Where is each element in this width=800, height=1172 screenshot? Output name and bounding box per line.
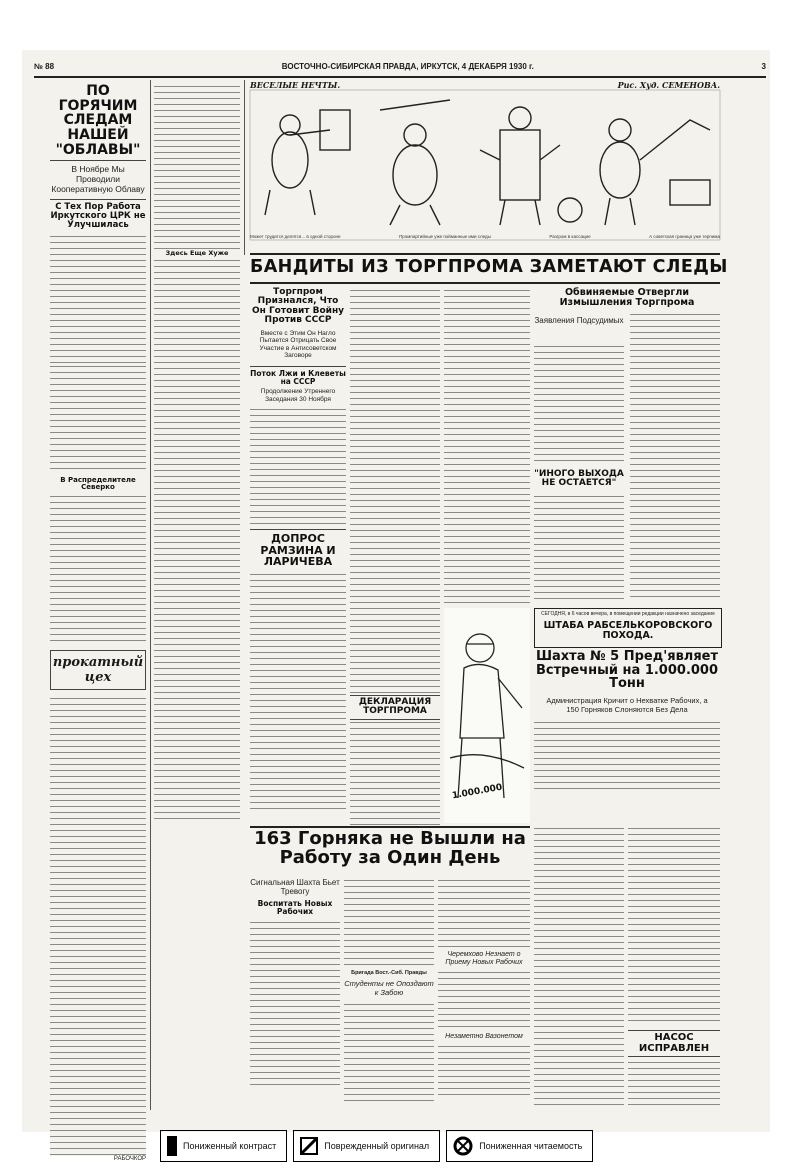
cartoon-artist: Рис. Худ. СЕМЕНОВА. [617, 80, 720, 90]
torgprom-body [250, 407, 346, 525]
left-body-1 [50, 234, 146, 364]
left-headline: ПО ГОРЯЧИМ СЛЕДАМ НАШЕЙ "ОБЛАВЫ" [50, 84, 146, 161]
left-column [50, 83, 146, 1163]
masthead: ВОСТОЧНО-СИБИРСКАЯ ПРАВДА, ИРКУТСК, 4 ДЕКАБРЯ 1930 г. [281, 62, 534, 71]
torgprom-headline: Торгпром Признался, Что Он Готовит Войну Против СССР [251, 287, 345, 326]
brigade-signature: Бригада Вост.-Сиб. Правды [351, 970, 427, 976]
signal-body [250, 920, 340, 1090]
declaration-box [350, 695, 440, 720]
mine-continued-body [534, 826, 624, 1106]
cheremkhovo-top-body [438, 878, 530, 948]
interrogation-headline: ДОПРОС РАМЗИНА И ЛАРИЧЕВА [250, 529, 346, 568]
damaged-original-icon [300, 1137, 318, 1155]
section-worse-here: Здесь Еще Хуже [154, 250, 240, 257]
students-body [344, 1002, 434, 1102]
legend-low-contrast-label: Пониженный контраст [183, 1141, 277, 1151]
legend-low-contrast [160, 1130, 287, 1162]
column-body-students-top [344, 878, 434, 970]
accused-story [534, 288, 720, 608]
mine-subhead: Администрация Кричит о Нехватке Рабочих, а 150 Горняков Слоняются Без Дела [546, 695, 708, 714]
signal-headline: Сигнальная Шахта Бьет Тревогу [250, 878, 340, 897]
column-4-body [350, 288, 440, 828]
mine-figure-number: 1.000.000 [451, 782, 504, 802]
column-5-body [444, 288, 530, 603]
accused-headline: Обвиняемые Отвергли Измышления Торгпрома [559, 287, 695, 308]
cartoon-panel-3 [480, 107, 582, 225]
interrogation-body [250, 572, 346, 812]
cartoon-panel-1 [265, 110, 350, 215]
cartoon-caption-2: Промпартийные уже пойманные ими следы [399, 234, 491, 239]
cartoon-caption-1: Может трудится делятся... в одной стороне [250, 234, 341, 239]
mine-illustration [444, 608, 530, 823]
left-body-3 [50, 494, 146, 644]
campaign-lead: СЕГОДНЯ, в 6 часов вечера, в помещении редакции назначено заседание [541, 611, 715, 617]
banner-rule-top [250, 253, 720, 255]
left-section-distributor: В Распределителе Северко [60, 475, 136, 491]
left-body-2 [50, 364, 146, 474]
pump-story [628, 1030, 720, 1110]
left-body-4 [50, 696, 146, 1156]
legend-low-readability-label: Пониженная читаемость [479, 1141, 583, 1151]
cartoon-captions [250, 234, 720, 250]
cartoon-drawing [250, 90, 720, 240]
declaration-headline: ДЕКЛАРАЦИЯ ТОРГПРОМА [350, 695, 440, 720]
rubric-prokatny-ceh: прокатный цех [50, 650, 146, 690]
page-header [34, 62, 766, 74]
students-story [344, 878, 434, 1108]
mine-headline: Шахта № 5 Пред'являет Встречный на 1.000.000 Тонн [535, 649, 719, 692]
column-rule [150, 80, 151, 1110]
cheremkhovo-headline: Черемхово Незнает о Приему Новых Рабочих [445, 951, 523, 967]
right-lower-body [628, 826, 720, 1026]
cheremkhovo-body [438, 970, 530, 1030]
no-exit-headline: "ИНОГО ВЫХОДА НЕ ОСТАЕТСЯ" [534, 469, 624, 489]
column-rule [244, 80, 245, 255]
accused-body-1 [534, 344, 624, 464]
campaign-headline: ШТАБА РАБСЕЛЬКОРОВСКОГО ПОХОДА. [543, 619, 713, 641]
lies-headline: Поток Лжи и Клеветы на СССР [250, 366, 346, 386]
left-subhead-1: В Ноябре Мы Проводили Кооперативную Облаву [51, 164, 145, 194]
scan-legend [160, 1128, 599, 1164]
cartoon-title: ВЕСЕЛЫЕ НЕЧТЫ. [250, 80, 341, 90]
left-signature: РАБОЧКОР [113, 1156, 146, 1163]
left-subhead-2: С Тех Пор Работа Иркутского ЦРК не Улучшилась [50, 199, 146, 230]
mine-body [534, 720, 720, 790]
main-banner: БАНДИТЫ ИЗ ТОРГПРОМА ЗАМЕТАЮТ СЛЕДЫ [250, 257, 728, 277]
accused-subhead: Заявления Подсудимых [534, 315, 624, 325]
unnoticed-headline: Незаметно Вазонетом [445, 1033, 523, 1041]
legend-damaged-label: Поврежденный оригинал [324, 1141, 430, 1151]
accused-body-3 [630, 312, 720, 602]
signal-mine-story [250, 878, 340, 1108]
cheremkhovo-story [438, 878, 530, 1108]
header-rule [34, 76, 766, 78]
cartoon-panel-2 [380, 100, 450, 225]
page-number-right: 3 [761, 62, 766, 71]
campaign-box [534, 608, 722, 648]
cartoon-block [250, 80, 720, 250]
pump-body [628, 1060, 720, 1110]
raise-new-headline: Воспитать Новых Рабочих [257, 899, 333, 917]
legend-low-readability [446, 1130, 593, 1162]
mine-story [534, 650, 720, 820]
accused-body-2 [534, 494, 624, 602]
banner-rule-bottom [250, 282, 720, 284]
cartoon-caption-4: А советская граница уже терпима [649, 234, 720, 239]
lies-subhead: Продолжение Утреннего Заседания 30 Ноября [260, 388, 336, 403]
column-2-body [154, 84, 240, 824]
miners-banner: 163 Горняка не Вышли на Работу за Один День [254, 828, 526, 868]
cartoon-panel-4 [600, 119, 710, 225]
cartoon-caption-3: Разгром в кассацие [549, 234, 591, 239]
low-readability-icon [453, 1136, 473, 1156]
page-number-left: № 88 [34, 62, 55, 71]
torgprom-subhead: Вместе с Этим Он Нагло Пытается Отрицать Свое Участие в Антисоветском Заговоре [259, 329, 337, 360]
unnoticed-body [438, 1044, 530, 1096]
pump-headline: НАСОС ИСПРАВЛЕН [628, 1030, 720, 1057]
torgprom-story [250, 288, 346, 828]
low-contrast-icon [167, 1136, 177, 1156]
students-headline: Студенты не Опоздают к Забою [344, 979, 434, 997]
legend-damaged [293, 1130, 440, 1162]
